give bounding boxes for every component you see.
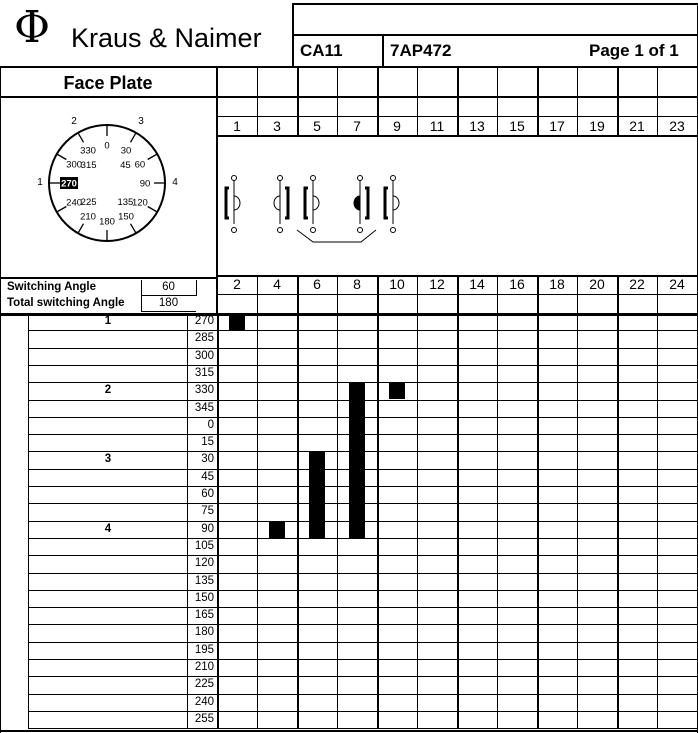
table-column-divider	[657, 313, 658, 728]
table-column-divider	[577, 313, 578, 728]
terminal-bottom-label: 12	[429, 276, 445, 292]
terminal-dot	[232, 228, 237, 233]
row-angle-value: 120	[194, 557, 214, 570]
dial-degree-label: 120	[131, 197, 148, 209]
contact-schematic	[217, 136, 697, 276]
value-box-bottom	[141, 311, 196, 312]
contact-bridge	[393, 196, 399, 210]
row-angle-value: 240	[194, 695, 214, 708]
dial-degree-label: 210	[80, 211, 96, 223]
table-column-divider	[377, 313, 379, 728]
row-angle-value: 150	[194, 591, 214, 604]
terminal-bottom-label: 14	[469, 276, 485, 292]
page-indicator: Page 1 of 1	[589, 41, 679, 60]
row-angle-value: 30	[201, 453, 214, 466]
terminal-bottom-label: 18	[549, 276, 565, 292]
header-bottom-rule	[0, 66, 698, 68]
table-column-divider	[617, 313, 619, 728]
table-row-line	[28, 607, 698, 608]
row-position-label: 1	[104, 315, 112, 327]
dial-degree-label: 60	[134, 159, 146, 171]
table-column-divider	[297, 313, 299, 728]
contact-closure-bar	[389, 383, 405, 399]
dial-degree-label: 150	[118, 211, 134, 223]
dial-degree-label: 300	[66, 159, 83, 171]
table-column-divider	[257, 313, 258, 728]
table-row-line	[28, 728, 698, 729]
dial-tick	[148, 207, 158, 213]
terminal-bottom-label: 8	[353, 276, 361, 292]
contact-bracket	[385, 188, 388, 218]
table-row-line	[28, 694, 698, 695]
sheet-bottom-rule	[0, 730, 698, 732]
faceplate-title: Face Plate	[63, 73, 153, 93]
terminal-top-label: 3	[273, 118, 281, 134]
row-angle-value: 225	[194, 678, 214, 691]
table-column-divider	[457, 313, 459, 728]
dial-tick	[57, 207, 67, 213]
dial-tick	[78, 133, 84, 143]
terminal-bottom-label: 6	[313, 276, 321, 292]
contact-bracket	[305, 188, 308, 218]
terminal-dot	[232, 176, 237, 181]
row-angle-value: 45	[201, 470, 214, 483]
switching-angle-label: Switching Angle	[7, 281, 97, 293]
table-row-line	[28, 573, 698, 574]
dial-degree-label: 270	[61, 178, 77, 190]
terminal-bottom-label: 22	[629, 276, 645, 292]
row-angle-value: 135	[194, 574, 214, 587]
dial-degree-label: 30	[120, 145, 132, 157]
contact-bridge	[234, 196, 240, 210]
terminal-dot	[311, 176, 316, 181]
table-column-divider	[337, 313, 338, 728]
contact-bridge	[313, 196, 319, 210]
terminal-top-label: 23	[669, 118, 685, 134]
terminal-dot	[311, 228, 316, 233]
contact-closure-bar	[269, 522, 285, 538]
row-position-label: 3	[104, 453, 112, 466]
company-name: Kraus & Naimer	[71, 23, 262, 53]
header-divider	[382, 35, 384, 66]
rotary-dial	[0, 98, 216, 278]
dial-degree-label: 0	[104, 140, 110, 152]
row-angle-value: 345	[194, 401, 214, 414]
contact-bracket	[285, 188, 288, 218]
header-mid-rule	[292, 34, 698, 36]
terminal-dot	[358, 176, 363, 181]
row-angle-value: 300	[194, 349, 214, 362]
terminal-dot	[391, 176, 396, 181]
dial-tick	[78, 224, 84, 234]
row-angle-value: 90	[201, 522, 214, 535]
dial-tick	[148, 154, 158, 160]
row-angle-value: 105	[194, 539, 214, 552]
contact-bridge	[354, 196, 360, 210]
dial-tick	[57, 154, 67, 160]
terminal-top-label: 15	[509, 118, 525, 134]
table-row-line	[28, 659, 698, 660]
terminal-bottom-label: 20	[589, 276, 605, 292]
table-row-line	[28, 642, 698, 643]
value-box-right	[196, 280, 197, 296]
terminal-bottom-label: 4	[273, 276, 281, 292]
dial-degree-label: 240	[66, 197, 83, 209]
row-angle-value: 165	[194, 609, 214, 622]
table-left-rule	[28, 313, 29, 728]
dial-degree-label: 45	[120, 160, 131, 172]
terminal-top-label: 19	[589, 118, 605, 134]
terminal-dot	[391, 228, 396, 233]
contact-bracket	[226, 188, 229, 218]
contact-bridge	[274, 196, 280, 210]
switching-box-top	[0, 277, 216, 279]
terminal-dot	[278, 176, 283, 181]
terminal-top-label: 7	[353, 118, 361, 134]
row-angle-value: 255	[194, 712, 214, 725]
table-row-line	[28, 555, 698, 556]
row-angle-value: 210	[194, 661, 214, 673]
jumper-wire	[297, 230, 376, 242]
row-angle-value: 60	[201, 488, 214, 500]
terminal-top-label: 17	[549, 118, 565, 134]
row-position-label: 4	[104, 522, 112, 535]
table-row-line	[28, 676, 698, 677]
dial-degree-label: 330	[80, 145, 96, 157]
row-position-label: 2	[104, 384, 112, 397]
terminal-bottom-label: 24	[669, 276, 685, 292]
table-column-divider	[217, 313, 219, 728]
dial-position-label: 2	[71, 116, 77, 127]
table-row-line	[28, 711, 698, 712]
drawing-number: 7AP472	[390, 41, 452, 60]
contact-closure-bar	[229, 314, 245, 330]
series-code: CA11	[300, 41, 343, 60]
table-column-divider	[497, 313, 498, 728]
terminal-top-label: 11	[429, 118, 445, 134]
dial-position-label: 3	[138, 116, 144, 127]
value-box-mid	[141, 295, 196, 296]
dial-degree-label: 90	[139, 178, 151, 190]
terminal-top-label: 1	[233, 118, 241, 134]
dial-degree-label: 225	[80, 196, 97, 208]
dial-position-label: 4	[172, 177, 178, 188]
terminal-bottom-label: 10	[389, 276, 405, 292]
row-angle-value: 180	[194, 626, 214, 639]
header-top-rule	[292, 3, 698, 5]
terminal-top-label: 21	[629, 118, 645, 134]
terminal-top-label: 9	[393, 118, 401, 134]
contact-bracket	[365, 188, 368, 218]
dial-position-label: 1	[37, 177, 43, 188]
terminal-bottom-label: 16	[509, 276, 525, 292]
terminal-dot	[358, 228, 363, 233]
row-angle-value: 195	[194, 643, 214, 656]
table-row-line	[28, 538, 698, 539]
contact-closure-bar	[309, 452, 325, 538]
table-row-line	[28, 590, 698, 591]
dial-degree-label: 180	[99, 216, 115, 228]
table-row-line	[28, 348, 698, 349]
table-column-divider	[417, 313, 418, 728]
table-row-line	[28, 624, 698, 625]
dial-tick	[131, 133, 137, 143]
logo-phi-icon: Φ	[14, 2, 51, 53]
total-angle-value: 180	[158, 297, 179, 309]
dial-tick	[131, 224, 137, 234]
terminal-top-label: 5	[313, 118, 321, 134]
row-angle-value: 330	[194, 384, 214, 397]
table-row-line	[28, 330, 698, 331]
total-angle-label: Total switching Angle	[7, 297, 125, 309]
terminal-bottom-label: 2	[233, 276, 241, 292]
row-angle-value: 0	[207, 418, 214, 431]
dial-degree-label: 315	[80, 160, 97, 172]
contact-closure-bar	[349, 383, 365, 538]
row-angle-value: 270	[194, 315, 214, 327]
row-angle-value: 285	[194, 332, 214, 345]
row-angle-value: 75	[201, 505, 214, 518]
switching-angle-value: 60	[162, 281, 175, 293]
terminal-top-label: 13	[469, 118, 485, 134]
row-angle-value: 15	[201, 436, 214, 449]
terminal-dot	[278, 228, 283, 233]
row-angle-value: 315	[194, 366, 214, 379]
value-box-left	[141, 280, 142, 312]
table-row-line	[28, 365, 698, 366]
dial-degree-label: 135	[117, 196, 134, 208]
table-column-divider	[537, 313, 539, 728]
